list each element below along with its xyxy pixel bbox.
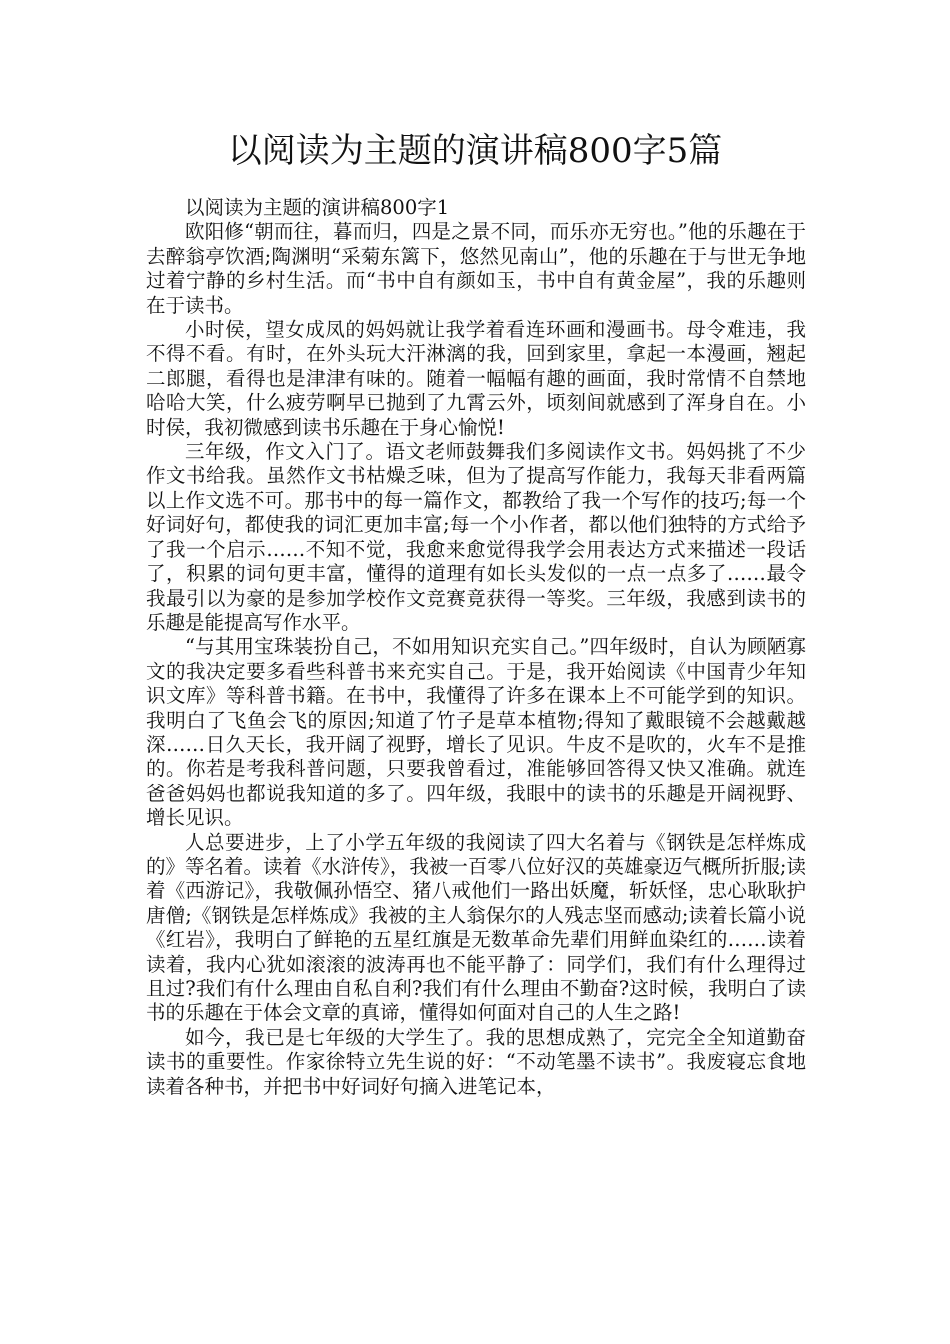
paragraph-6: 如今，我已是七年级的大学生了。我的思想成熟了，完完全全知道勤奋读书的重要性。作家徐特立先生说的好：“不动笔墨不读书”。我废寝忘食地读着各种书，并把书中好词好句摘入进笔记本， bbox=[146, 1025, 806, 1098]
section-heading: 以阅读为主题的演讲稿800字1 bbox=[185, 196, 450, 219]
paragraph-1: 欧阳修“朝而往，暮而归，四是之景不同，而乐亦无穷也。”他的乐趣在于去醉翁亭饮酒;陶渊明“采菊东篱下，悠然见南山”，他的乐趣在于与世无争地过着宁静的乡村生活。而“书中自有颜如玉，书中自有黄金屋”，我的乐趣则在于读书。 bbox=[146, 220, 806, 317]
paragraph-4: “与其用宝珠装扮自己，不如用知识充实自己。”四年级时，自认为顾陋寡文的我决定要多看些科普书来充实自己。于是，我开始阅读《中国青少年知识文库》等科普书籍。在书中，我懂得了许多在课本上不可能学到的知识。我明白了飞鱼会飞的原因;知道了竹子是草本植物;得知了戴眼镜不会越戴越深……日久天长，我开阔了视野，增长了见识。牛皮不是吹的，火车不是推的。你若是考我科普问题，只要我曾看过，准能够回答得又快又准确。就连爸爸妈妈也都说我知道的多了。四年级，我眼中的读书的乐趣是开阔视野、增长见识。 bbox=[146, 635, 806, 830]
paragraph-3: 三年级，作文入门了。语文老师鼓舞我们多阅读作文书。妈妈挑了不少作文书给我。虽然作文书枯燥乏味，但为了提高写作能力，我每天非看两篇以上作文选不可。那书中的每一篇作文，都教给了我一个写作的技巧;每一个好词好句，都使我的词汇更加丰富;每一个小作者，都以他们独特的方式给予了我一个启示……不知不觉，我愈来愈觉得我学会用表达方式来描述一段话了，积累的词句更丰富，懂得的道理有如长头发似的一点一点多了……最令我最引以为豪的是参加学校作文竞赛竟获得一等奖。三年级，我感到读书的乐趣是能提高写作水平。 bbox=[146, 440, 806, 634]
paragraph-5: 人总要进步，上了小学五年级的我阅读了四大名着与《钢铁是怎样炼成的》等名着。读着《水浒传》，我被一百零八位好汉的英雄豪迈气概所折服;读着《西游记》，我敬佩孙悟空、猪八戒他们一路出妖魔，斩妖怪，忠心耿耿护唐僧;《钢铁是怎样炼成》我被的主人翁保尔的人残志坚而感动;读着长篇小说《红岩》，我明白了鲜艳的五星红旗是无数革命先辈们用鲜血染红的……读着读着，我内心犹如滚滚的波涛再也不能平静了：同学们，我们有什么理得过且过?我们有什么理由自私自利?我们有什么理由不勤奋?这时候，我明白了读书的乐趣在于体会文章的真谛，懂得如何面对自己的人生之路! bbox=[146, 830, 806, 1025]
document-body bbox=[146, 196, 806, 1099]
paragraph-2: 小时侯，望女成凤的妈妈就让我学着看连环画和漫画书。母令难违，我不得不看。有时，在外头玩大汗淋漓的我，回到家里，拿起一本漫画，翘起二郎腿，看得也是津津有味的。随着一幅幅有趣的画面，我时常情不自禁地哈哈大笑，什么疲劳啊早已抛到了九霄云外，顷刻间就感到了浑身自在。小时侯，我初微感到读书乐趣在于身心愉悦! bbox=[146, 318, 806, 439]
document-title: 以阅读为主题的演讲稿800字5篇 bbox=[227, 131, 723, 171]
